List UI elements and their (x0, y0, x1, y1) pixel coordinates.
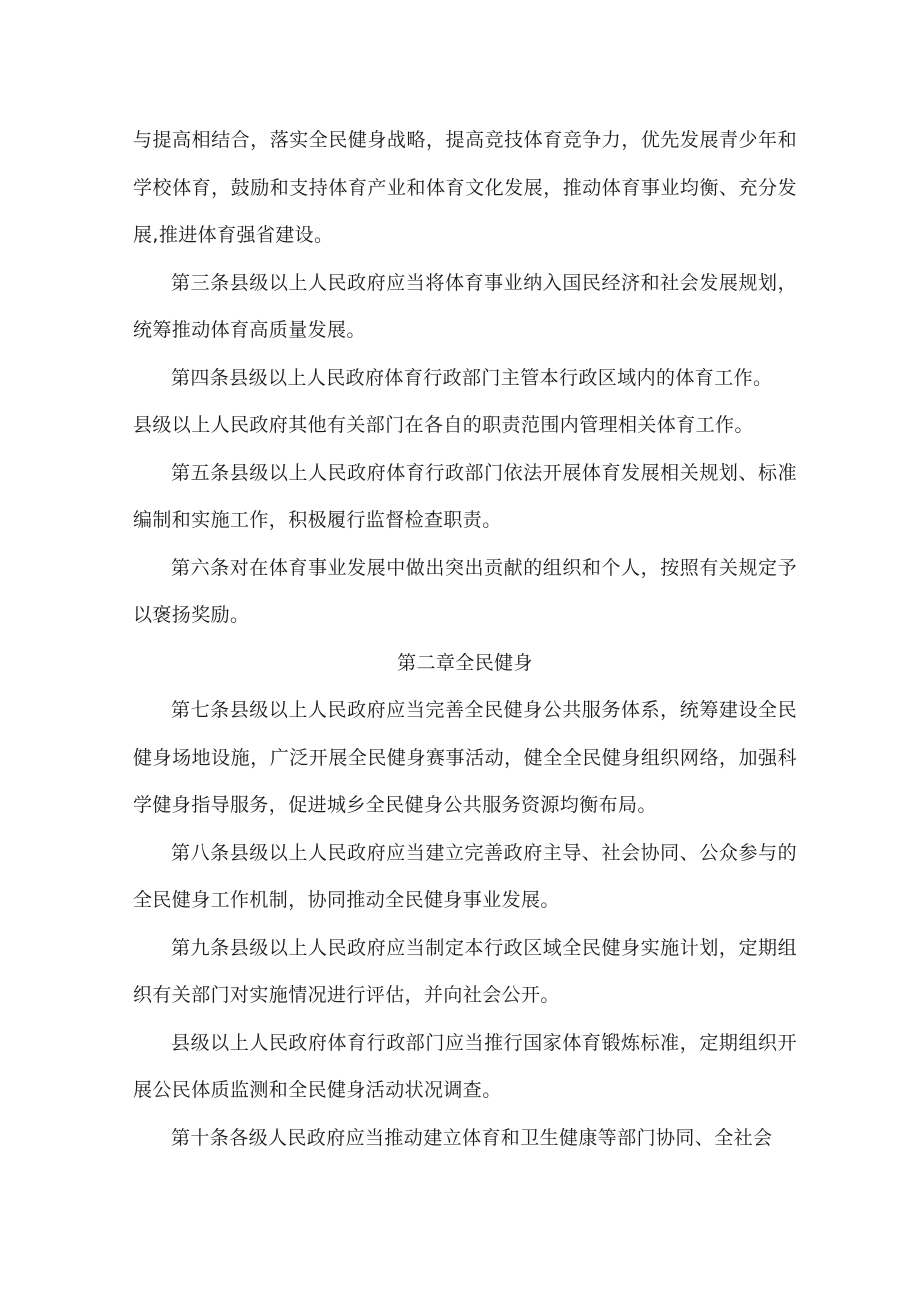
article-4: 第四条县级以上人民政府体育行政部门主管本行政区域内的体育工作。 (171, 366, 773, 389)
article-6: 第六条对在体育事业发展中做出突出贡献的组织和个人，按照有关规定予以褒扬奖励。 (133, 556, 797, 626)
chapter-heading: 第二章全民健身 (397, 651, 533, 674)
article-3: 第三条县级以上人民政府应当将体育事业纳入国民经济和社会发展规划，统筹推动体育高质量发展。 (133, 271, 797, 341)
article-5: 第五条县级以上人民政府体育行政部门依法开展体育发展相关规划、标准编制和实施工作，积极履行监督检查职责。 (133, 461, 797, 531)
article-10: 第十条各级人民政府应当推动建立体育和卫生健康等部门协同、全社会 (171, 1126, 773, 1149)
article-4-continuation: 县级以上人民政府其他有关部门在各自的职责范围内管理相关体育工作。 (133, 414, 754, 436)
article-9: 第九条县级以上人民政府应当制定本行政区域全民健身实施计划，定期组织有关部门对实施情况进行评估，并向社会公开。 (133, 936, 797, 1006)
paragraph-continuation: 与提高相结合，落实全民健身战略，提高竞技体育竞争力，优先发展青少年和学校体育，鼓励和支持体育产业和体育文化发展，推动体育事业均衡、充分发展,推进体育强省建设。 (133, 129, 797, 246)
document-body (133, 117, 797, 1162)
article-9-paragraph-2: 县级以上人民政府体育行政部门应当推行国家体育锻炼标准，定期组织开展公民体质监测和全民健身活动状况调查。 (133, 1031, 797, 1101)
article-7: 第七条县级以上人民政府应当完善全民健身公共服务体系，统筹建设全民健身场地设施，广泛开展全民健身赛事活动，健全全民健身组织网络，加强科学健身指导服务，促进城乡全民健身公共服务资源均衡布局。 (133, 699, 797, 816)
article-8: 第八条县级以上人民政府应当建立完善政府主导、社会协同、公众参与的全民健身工作机制，协同推动全民健身事业发展。 (133, 841, 797, 911)
